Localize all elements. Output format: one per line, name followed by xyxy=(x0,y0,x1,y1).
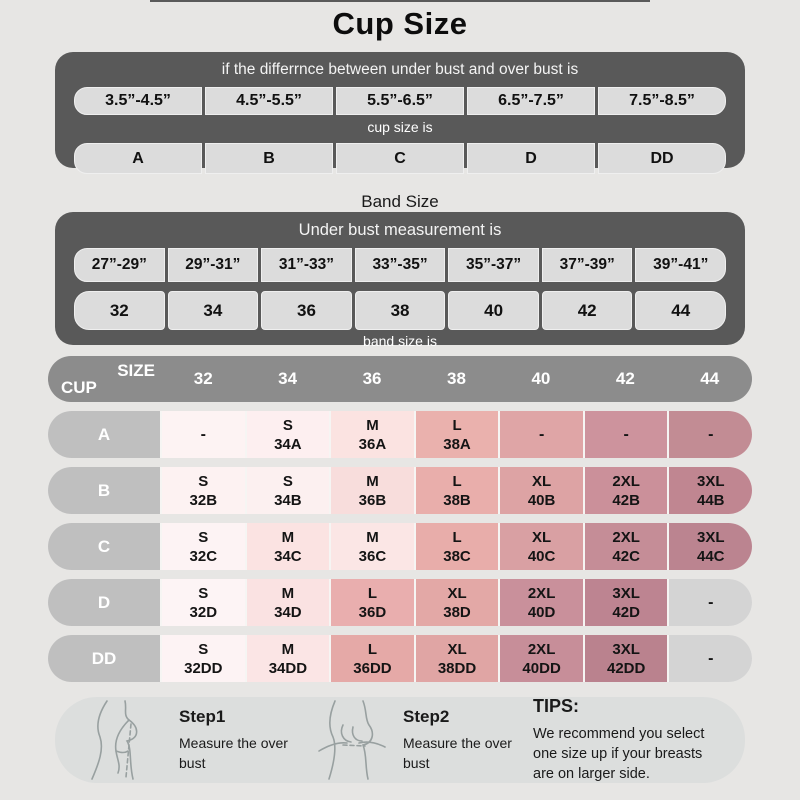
cup-size-cell-2: B xyxy=(205,143,333,174)
matrix-column-header-40: 40 xyxy=(531,369,551,388)
corner-size-label: SIZE xyxy=(117,361,155,380)
matrix-cell-40C: XL 40C xyxy=(500,523,583,570)
page-title: Cup Size xyxy=(332,6,468,41)
tips-block xyxy=(533,696,711,785)
underbust-ranges-row xyxy=(74,248,726,282)
matrix-cell-32B: S 32B xyxy=(162,467,245,514)
band-numbers-row xyxy=(74,291,726,330)
matrix-row-label-A: A xyxy=(48,411,160,458)
band-size-cell-2: 34 xyxy=(168,291,259,330)
cup-letters-row xyxy=(74,143,726,174)
matrix-row-label-C: C xyxy=(48,523,160,570)
matrix-cell-A-42-empty: - xyxy=(585,411,668,458)
band-size-cell-4: 38 xyxy=(355,291,446,330)
matrix-cell-38C: L 38C xyxy=(416,523,499,570)
cup-size-cell-4: D xyxy=(467,143,595,174)
matrix-row-label-D: D xyxy=(48,579,160,626)
cup-size-cell-1: A xyxy=(74,143,202,174)
matrix-cell-A-40-empty: - xyxy=(500,411,583,458)
band-size-cell-1: 32 xyxy=(74,291,165,330)
step2-text: Measure the over bust xyxy=(403,734,512,771)
matrix-cell-DD-44-empty: - xyxy=(669,635,752,682)
cup-size-cell-3: C xyxy=(336,143,464,174)
matrix-cell-32D: S 32D xyxy=(162,579,245,626)
matrix-row-DD xyxy=(48,635,752,682)
band-size-cell-5: 40 xyxy=(448,291,539,330)
underbust-range-cell-4: 33”-35” xyxy=(355,248,446,282)
matrix-column-header-32: 32 xyxy=(193,369,213,388)
matrix-cell-42C: 2XL 42C xyxy=(585,523,668,570)
matrix-cell-32DD: S 32DD xyxy=(162,635,245,682)
matrix-cell-38B: L 38B xyxy=(416,467,499,514)
band-size-cell-7: 44 xyxy=(635,291,726,330)
matrix-cell-D-44-empty: - xyxy=(669,579,752,626)
cup-difference-cell-2: 4.5”-5.5” xyxy=(205,87,333,115)
matrix-corner-cell xyxy=(48,356,161,402)
step2-block xyxy=(403,707,515,774)
matrix-cell-40DD: 2XL 40DD xyxy=(500,635,583,682)
matrix-cell-34D: M 34D xyxy=(247,579,330,626)
band-size-cell-3: 36 xyxy=(261,291,352,330)
matrix-cell-36B: M 36B xyxy=(331,467,414,514)
matrix-cell-38D: XL 38D xyxy=(416,579,499,626)
cup-difference-cell-4: 6.5”-7.5” xyxy=(467,87,595,115)
matrix-header-row xyxy=(48,356,752,402)
matrix-row-label-B: B xyxy=(48,467,160,514)
matrix-cell-36A: M 36A xyxy=(331,411,414,458)
matrix-cell-36DD: L 36DD xyxy=(331,635,414,682)
matrix-cell-44C: 3XL 44C xyxy=(669,523,752,570)
step2-label: Step2 xyxy=(403,706,450,726)
matrix-cell-A-44-empty: - xyxy=(669,411,752,458)
underbust-range-cell-1: 27”-29” xyxy=(74,248,165,282)
cup-difference-cell-3: 5.5”-6.5” xyxy=(336,87,464,115)
matrix-cell-32C: S 32C xyxy=(162,523,245,570)
matrix-cell-40B: XL 40B xyxy=(500,467,583,514)
band-size-is-label: band size is xyxy=(363,333,437,349)
step1-label: Step1 xyxy=(179,706,226,726)
cup-difference-cell-5: 7.5”-8.5” xyxy=(598,87,726,115)
underbust-range-cell-5: 35”-37” xyxy=(448,248,539,282)
matrix-cell-42DD: 3XL 42DD xyxy=(585,635,668,682)
matrix-cell-40D: 2XL 40D xyxy=(500,579,583,626)
tips-text: We recommend you select one size up if your breasts are on larger side. xyxy=(533,725,705,783)
underbust-range-cell-3: 31”-33” xyxy=(261,248,352,282)
matrix-cell-36C: M 36C xyxy=(331,523,414,570)
matrix-cell-34B: S 34B xyxy=(247,467,330,514)
band-size-title: Band Size xyxy=(361,192,439,211)
matrix-column-header-44: 44 xyxy=(700,369,720,388)
band-panel-header: Under bust measurement is xyxy=(298,221,502,239)
matrix-cell-36D: L 36D xyxy=(331,579,414,626)
matrix-row-label-DD: DD xyxy=(48,635,160,682)
matrix-row-C xyxy=(48,523,752,570)
matrix-cell-A-32-empty: - xyxy=(162,411,245,458)
matrix-column-header-36: 36 xyxy=(362,369,382,388)
step1-text: Measure the over bust xyxy=(179,734,288,771)
underbust-range-cell-2: 29”-31” xyxy=(168,248,259,282)
matrix-column-header-42: 42 xyxy=(615,369,635,388)
step1-block xyxy=(179,707,291,774)
matrix-cell-34C: M 34C xyxy=(247,523,330,570)
cup-size-panel xyxy=(55,52,745,168)
band-size-panel xyxy=(55,212,745,349)
underbust-range-cell-6: 37”-39” xyxy=(542,248,633,282)
cup-difference-cell-1: 3.5”-4.5” xyxy=(74,87,202,115)
measure-overbust-figure-1 xyxy=(69,699,173,781)
matrix-row-D xyxy=(48,579,752,626)
measuring-guide-panel xyxy=(55,697,745,783)
matrix-column-header-34: 34 xyxy=(278,369,298,388)
underbust-range-cell-7: 39”-41” xyxy=(635,248,726,282)
matrix-row-A xyxy=(48,411,752,458)
matrix-cell-38DD: XL 38DD xyxy=(416,635,499,682)
corner-cup-label: CUP xyxy=(61,378,97,397)
cup-size-is-label: cup size is xyxy=(367,119,433,135)
cup-difference-row xyxy=(74,87,726,115)
measure-overbust-figure-2 xyxy=(305,699,397,781)
matrix-row-B xyxy=(48,467,752,514)
matrix-cell-42B: 2XL 42B xyxy=(585,467,668,514)
cup-panel-header: if the differrnce between under bust and over bust is xyxy=(221,61,579,78)
size-matrix-body xyxy=(48,411,752,691)
matrix-cell-34A: S 34A xyxy=(247,411,330,458)
matrix-cell-42D: 3XL 42D xyxy=(585,579,668,626)
matrix-cell-44B: 3XL 44B xyxy=(669,467,752,514)
matrix-cell-34DD: M 34DD xyxy=(247,635,330,682)
matrix-cell-38A: L 38A xyxy=(416,411,499,458)
band-size-cell-6: 42 xyxy=(542,291,633,330)
top-edge-divider xyxy=(150,0,650,2)
cup-size-cell-5: DD xyxy=(598,143,726,174)
matrix-column-headers xyxy=(161,356,752,402)
tips-label: TIPS: xyxy=(533,695,580,716)
matrix-column-header-38: 38 xyxy=(447,369,466,388)
